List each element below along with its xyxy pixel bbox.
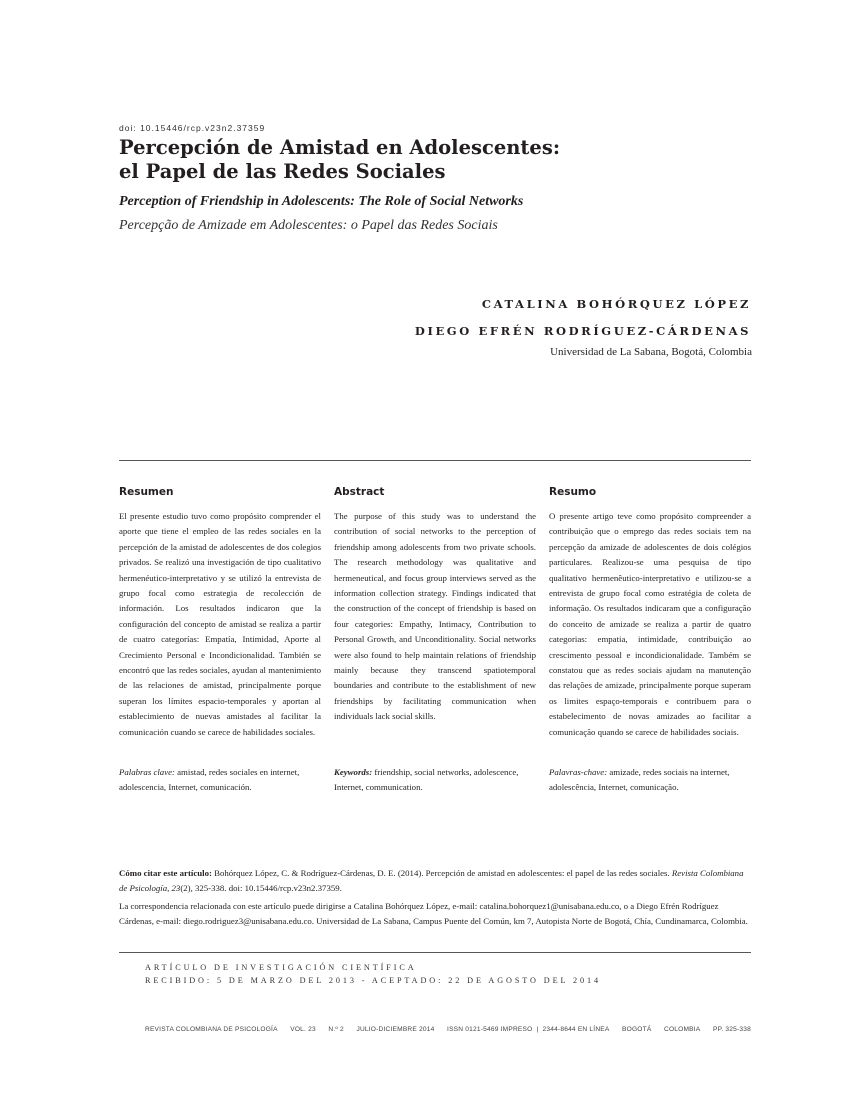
- footer-number: N.º 2: [328, 1026, 344, 1033]
- affiliation: Universidad de La Sabana, Bogotá, Colombia: [550, 346, 752, 358]
- keywords-text-en: friendship, social networks, adolescence, Internet, communication.: [334, 767, 519, 793]
- citation: [119, 866, 751, 897]
- abstract-heading-pt: Resumo: [549, 486, 597, 498]
- footer-volume: VOL. 23: [290, 1026, 316, 1033]
- keywords-es: [119, 765, 321, 796]
- footer-issn: ISSN 0121-5469 IMPRESO | 2344-8644 EN LÍNEA: [447, 1026, 610, 1033]
- abstract-spanish: [119, 486, 321, 740]
- citation-journal: Revista Colombiana de Psicología, 23: [119, 868, 744, 894]
- keywords-pt: [549, 765, 751, 796]
- citation-rest: (2), 325-338. doi: 10.15446/rcp.v23n2.37359.: [180, 883, 342, 894]
- citation-text: Bohórquez López, C. & Rodríguez-Cárdenas, D. E. (2014). Percepción de amistad en adolescentes: el papel de las redes sociales.: [211, 868, 672, 878]
- abstract-portuguese: [549, 486, 751, 740]
- keywords-label-pt: Palavras-chave:: [549, 767, 608, 777]
- abstract-text-pt: O presente artigo teve como propósito compreender a contribuição que o emprego das redes sociais tem na percepção da amizade de adolescentes de dois colégios particulares. Realizou-se uma pesquisa de tipo qualitativo hermenêutico-interpretativo e utilizou-se a entrevista de grupo focal como estratégia de coleta de informação. Os resultados indicaram que a configuração do conceito de amizade se realiza a partir de quatro categorias: empatia, intimidade, contribuição ao crescimento pessoal e incondicionalidade. Também se constatou que as redes sociais ajudam na manutenção das relações de amizade, principalmente porque superam os limites espaço-temporais e contribuem para o estabelecimento de novas amizades ao facilitar a comunicação quando se carece de habilidades sociais.: [549, 511, 751, 737]
- footer-city: BOGOTÁ: [622, 1026, 652, 1033]
- bottom-divider: [119, 952, 751, 953]
- title-line-2: el Papel de las Redes Sociales: [119, 160, 446, 183]
- title-portuguese: Percepção de Amizade em Adolescentes: o Papel das Redes Sociais: [119, 218, 498, 233]
- abstract-english: [334, 486, 536, 725]
- footer-pages: PP. 325-338: [712, 1026, 751, 1033]
- keywords-en: [334, 765, 536, 796]
- title-line-1: Percepción de Amistad en Adolescentes:: [119, 136, 561, 159]
- top-divider: [119, 460, 751, 461]
- footer-journal: REVISTA COLOMBIANA DE PSICOLOGÍA: [145, 1026, 278, 1033]
- title-english: Perception of Friendship in Adolescents: The Role of Social Networks: [119, 194, 524, 209]
- author-2: DIEGO EFRÉN RODRÍGUEZ-CÁRDENAS: [414, 324, 751, 338]
- abstract-text-en: The purpose of this study was to understand the contribution of social networks to the perception of friendship among adolescents from two private schools. The research methodology was qualitative and hermeneutical, and focus group interviews served as the information collection strategy. Findings indicated that the construction of the concept of friendship is based on four categories: Empathy, Intimacy, Contribution to Personal Growth, and Unconditionality. Social networks were also found to help maintain relations of friendship mainly because they transcend spatiotemporal boundaries and contribute to the establishment of new friendships by facilitating communication when individuals lack social skills.: [334, 511, 536, 722]
- keywords-text-es: amistad, redes sociales en internet, adolescencia, Internet, comunicación.: [119, 767, 300, 793]
- author-1: CATALINA BOHÓRQUEZ LÓPEZ: [481, 297, 751, 311]
- keywords-text-pt: amizade, redes sociais na internet, adolescência, Internet, comunicação.: [549, 767, 730, 793]
- article-title: [119, 136, 739, 184]
- footer-period: JULIO-DICIEMBRE 2014: [356, 1026, 435, 1033]
- abstract-heading-en: Abstract: [334, 486, 385, 498]
- abstract-text-es: El presente estudio tuvo como propósito comprender el aporte que tiene el empleo de las redes sociales en la percepción de la amistad de adolescentes de dos colegios privados. Se realizó una investigación de tipo cualitativo hermenéutico-interpretativo y se utilizó la entrevista de grupo focal como estrategia de recolección de información. Los resultados indicaron que la configuración del concepto de amistad se realiza a partir de cuatro categorías: Empatía, Intimidad, Aporte al Crecimiento Personal e Incondicionalidad. También se encontró que las redes sociales, ayudan al mantenimiento de las relaciones de amistad, principalmente porque superan los límites espacio-temporales y aportan al establecimiento de nuevas amistades al facilitar la comunicación cuando se carece de habilidades sociales.: [119, 511, 321, 737]
- footer-country: COLOMBIA: [664, 1026, 701, 1033]
- keywords-label-en: Keywords:: [334, 767, 373, 777]
- citation-label: Cómo citar este artículo:: [119, 868, 212, 878]
- keywords-label-es: Palabras clave:: [119, 767, 175, 777]
- correspondence: La correspondencia relacionada con este artículo puede dirigirse a Catalina Bohórquez López, e-mail: catalina.bohorquez1@unisabana.edu.co, o a Diego Efrén Rodríguez Cárdenas, e-mail: diego.rodriguez3@unisabana.edu.co. Universidad de La Sabana, Campus Puente del Común, km 7, Autopista Norte de Bogotá, Chía, Cundinamarca, Colombia.: [119, 901, 748, 927]
- doi-text: doi: 10.15446/rcp.v23n2.37359: [119, 123, 266, 133]
- abstract-heading-es: Resumen: [119, 486, 174, 498]
- received-accepted-dates: RECIBIDO: 5 DE MARZO DEL 2013 - ACEPTADO: 22 DE AGOSTO DEL 2014: [145, 976, 602, 985]
- page-footer: [145, 1026, 751, 1033]
- article-type: ARTÍCULO DE INVESTIGACIÓN CIENTÍFICA: [145, 963, 417, 972]
